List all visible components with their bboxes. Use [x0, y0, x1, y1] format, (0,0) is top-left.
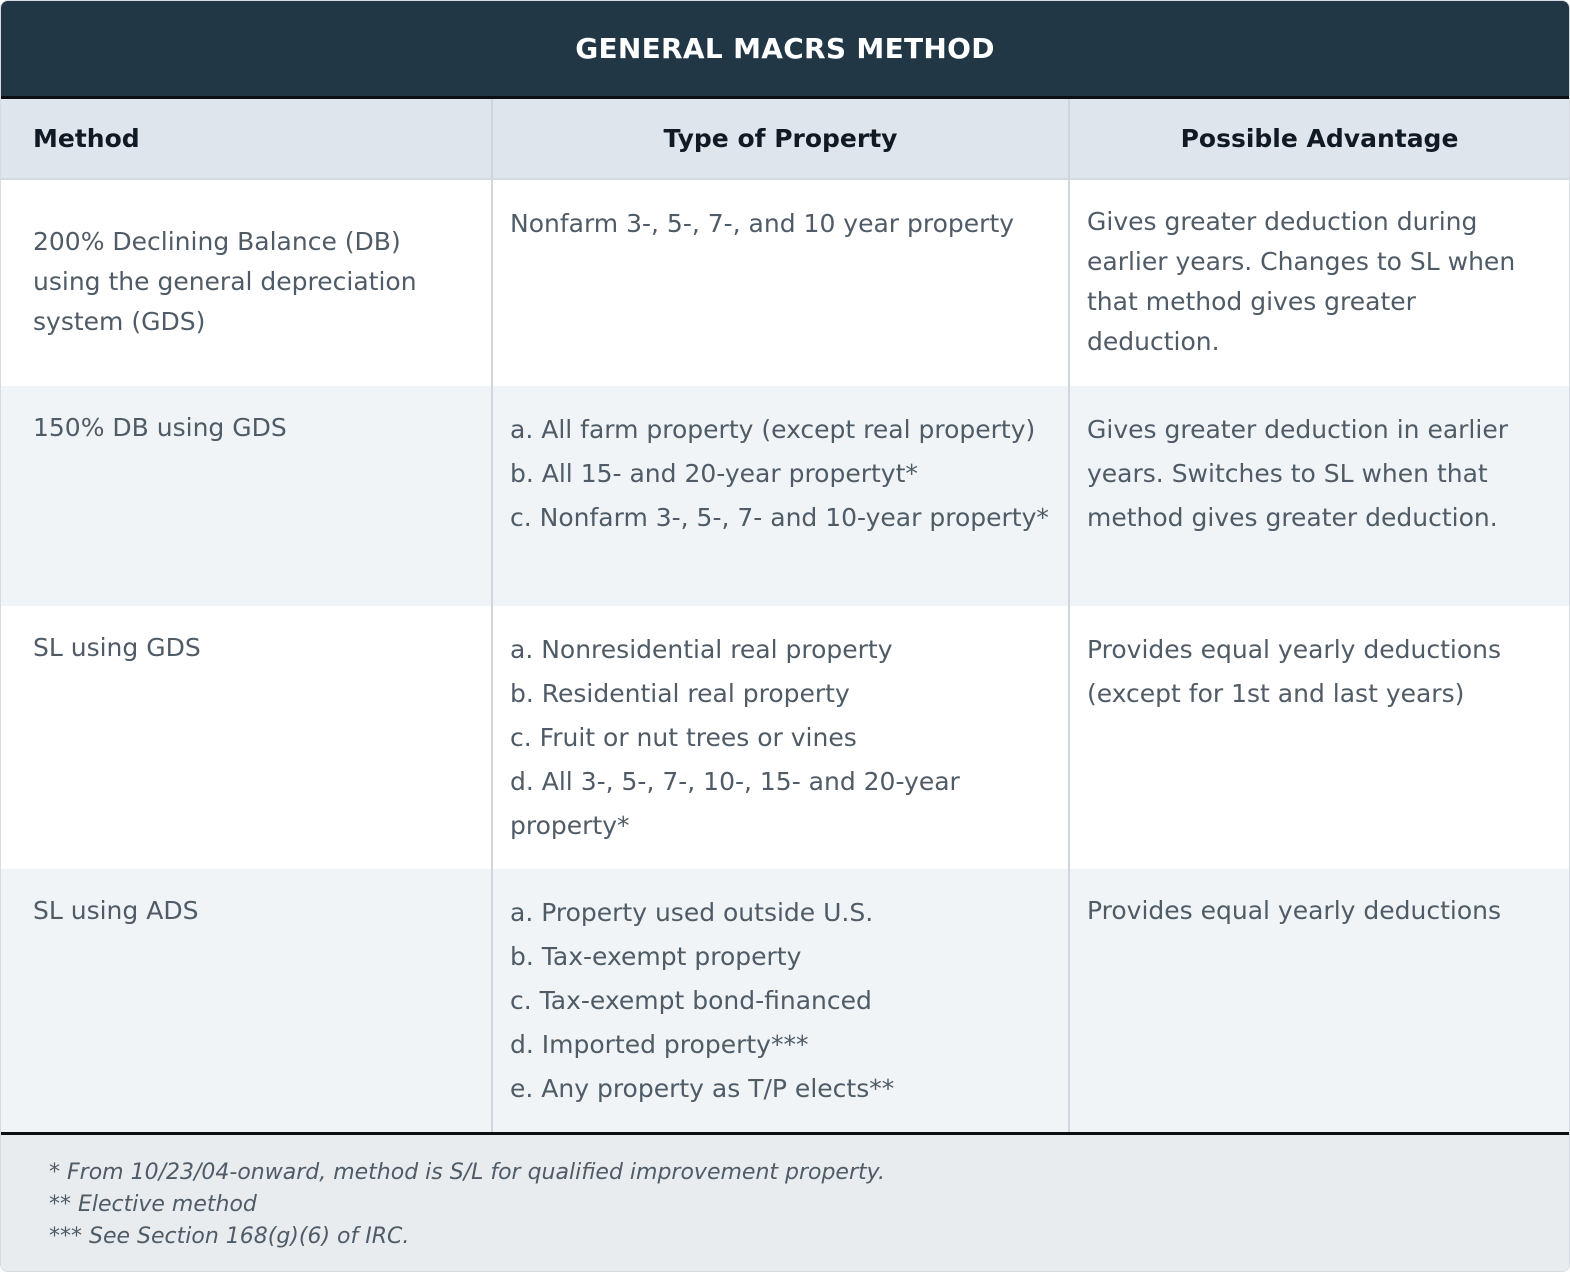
property-cell	[492, 386, 1069, 606]
advantage-cell: Provides equal yearly deductions (except for 1st and last years)	[1069, 606, 1569, 869]
property-item: d. Imported property***	[510, 1030, 809, 1059]
column-header-method: Method	[1, 99, 492, 179]
table-row	[1, 606, 1569, 869]
property-item: a. Property used outside U.S.	[510, 898, 874, 927]
property-item: c. Fruit or nut trees or vines	[510, 723, 857, 752]
table-row	[1, 869, 1569, 1133]
table-title-bar	[1, 1, 1569, 99]
column-header-row	[1, 99, 1569, 179]
table-title: GENERAL MACRS METHOD	[575, 32, 995, 65]
property-item: b. All 15- and 20-year propertyt*	[510, 459, 918, 488]
table-row	[1, 386, 1569, 606]
method-cell: SL using ADS	[1, 869, 492, 1133]
column-header-property: Type of Property	[492, 99, 1069, 179]
advantage-cell: Provides equal yearly deductions	[1069, 869, 1569, 1133]
advantage-cell: Gives greater deduction during earlier years. Changes to SL when that method gives greater deduction.	[1069, 179, 1569, 386]
property-cell	[492, 606, 1069, 869]
property-item: a. Nonresidential real property	[510, 635, 893, 664]
method-cell: 150% DB using GDS	[1, 386, 492, 606]
footnote: * From 10/23/04-onward, method is S/L for qualified improvement property.	[49, 1160, 885, 1185]
property-item: e. Any property as T/P elects**	[510, 1074, 895, 1103]
property-cell	[492, 869, 1069, 1133]
method-cell: 200% Declining Balance (DB) using the general depreciation system (GDS)	[1, 179, 492, 386]
footnotes	[1, 1132, 1569, 1272]
table-row	[1, 179, 1569, 386]
property-item: Nonfarm 3-, 5-, 7-, and 10 year property	[510, 209, 1015, 238]
property-cell	[492, 179, 1069, 386]
footnote: *** See Section 168(g)(6) of IRC.	[49, 1224, 410, 1249]
property-item: c. Nonfarm 3-, 5-, 7- and 10-year property*	[510, 503, 1049, 532]
property-item: b. Tax-exempt property	[510, 942, 802, 971]
property-item: d. All 3-, 5-, 7-, 10-, 15- and 20-year property*	[510, 767, 960, 840]
column-header-advantage: Possible Advantage	[1069, 99, 1569, 179]
macrs-table	[1, 99, 1569, 1133]
property-item: c. Tax-exempt bond-financed	[510, 986, 872, 1015]
property-item: a. All farm property (except real property)	[510, 415, 1036, 444]
method-cell: SL using GDS	[1, 606, 492, 869]
advantage-cell: Gives greater deduction in earlier years. Switches to SL when that method gives greater deduction.	[1069, 386, 1569, 606]
property-item: b. Residential real property	[510, 679, 850, 708]
footnote: ** Elective method	[49, 1192, 257, 1217]
